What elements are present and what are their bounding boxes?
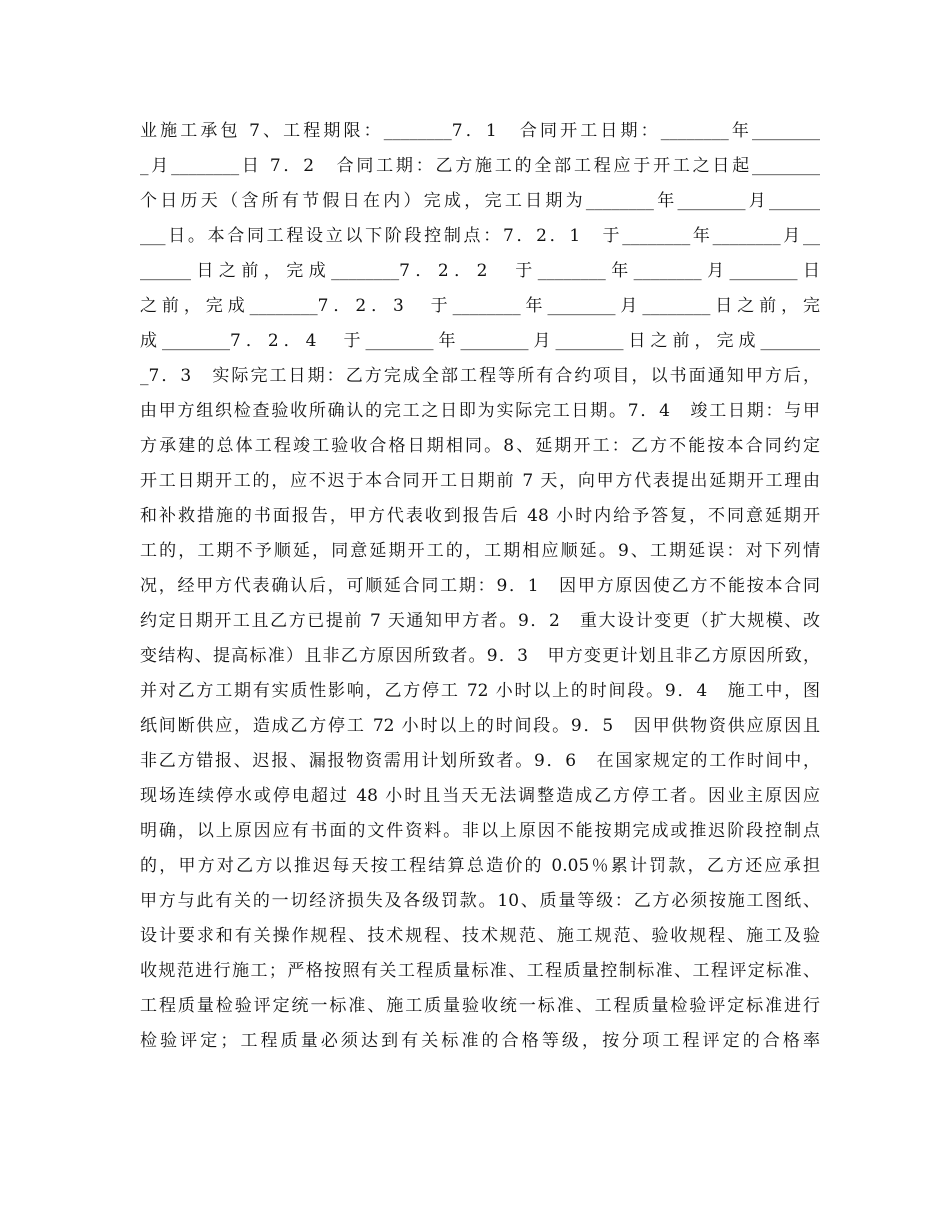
text-line: _月________日 7．2 合同工期：乙方施工的全部工程应于开工之日起________ (140, 156, 820, 176)
text-line: 约定日期开工且乙方已提前 7 天通知甲方者。9．2 重大设计变更（扩大规模、改 (140, 611, 820, 631)
text-line: 和补救措施的书面报告，甲方代表收到报告后 48 小时内给予答复，不同意延期开 (140, 506, 820, 526)
contract-body-text (140, 114, 820, 1059)
text-line: 甲方与此有关的一切经济损失及各级罚款。10、质量等级：乙方必须按施工图纸、 (140, 891, 820, 911)
text-line: 并对乙方工期有实质性影响，乙方停工 72 小时以上的时间段。9．4 施工中，图 (140, 681, 820, 701)
text-line: 方承建的总体工程竣工验收合格日期相同。8、延期开工：乙方不能按本合同约定 (140, 436, 820, 456)
text-line: _7．3 实际完工日期：乙方完成全部工程等所有合约项目，以书面通知甲方后， (140, 366, 820, 386)
text-line: 由甲方组织检查验收所确认的完工之日即为实际完工日期。7．4 竣工日期：与甲 (140, 401, 820, 421)
text-line: 纸间断供应，造成乙方停工 72 小时以上的时间段。9．5 因甲供物资供应原因且 (140, 716, 820, 736)
text-line: 工的，工期不予顺延，同意延期开工的，工期相应顺延。9、工期延误：对下列情 (140, 541, 820, 561)
text-line: ___日。本合同工程设立以下阶段控制点：7．2．1 于________年________月__ (140, 226, 820, 246)
text-line: 的，甲方对乙方以推迟每天按工程结算总造价的 0.05％累计罚款，乙方还应承担 (140, 856, 820, 876)
text-line: ______日之前，完成________7．2．2 于________年________月________日 (140, 261, 820, 281)
text-line: 业施工承包 7、工程期限：________7．1 合同开工日期：________年________ (140, 121, 820, 141)
text-line: 成________7．2．4 于________年________月________日之前，完成_______ (140, 331, 820, 351)
text-line: 变结构、提高标准）且非乙方原因所致者。9．3 甲方变更计划且非乙方原因所致， (140, 646, 820, 666)
text-line: 检验评定；工程质量必须达到有关标准的合格等级，按分项工程评定的合格率 (140, 1031, 820, 1051)
text-line: 设计要求和有关操作规程、技术规程、技术规范、施工规范、验收规程、施工及验 (140, 926, 820, 946)
text-line: 非乙方错报、迟报、漏报物资需用计划所致者。9．6 在国家规定的工作时间中， (140, 751, 820, 771)
text-line: 收规范进行施工；严格按照有关工程质量标准、工程质量控制标准、工程评定标准、 (140, 961, 820, 981)
text-line: 工程质量检验评定统一标准、施工质量验收统一标准、工程质量检验评定标准进行 (140, 996, 820, 1016)
text-line: 况，经甲方代表确认后，可顺延合同工期：9．1 因甲方原因使乙方不能按本合同 (140, 576, 820, 596)
text-line: 明确，以上原因应有书面的文件资料。非以上原因不能按期完成或推迟阶段控制点 (140, 821, 820, 841)
text-line: 之前，完成________7．2．3 于________年________月________日之前，完 (140, 296, 820, 316)
text-line: 现场连续停水或停电超过 48 小时且当天无法调整造成乙方停工者。因业主原因应 (140, 786, 820, 806)
text-line: 开工日期开工的，应不迟于本合同开工日期前 7 天，向甲方代表提出延期开工理由 (140, 471, 820, 491)
text-line: 个日历天（含所有节假日在内）完成，完工日期为________年________月______ (140, 191, 820, 211)
